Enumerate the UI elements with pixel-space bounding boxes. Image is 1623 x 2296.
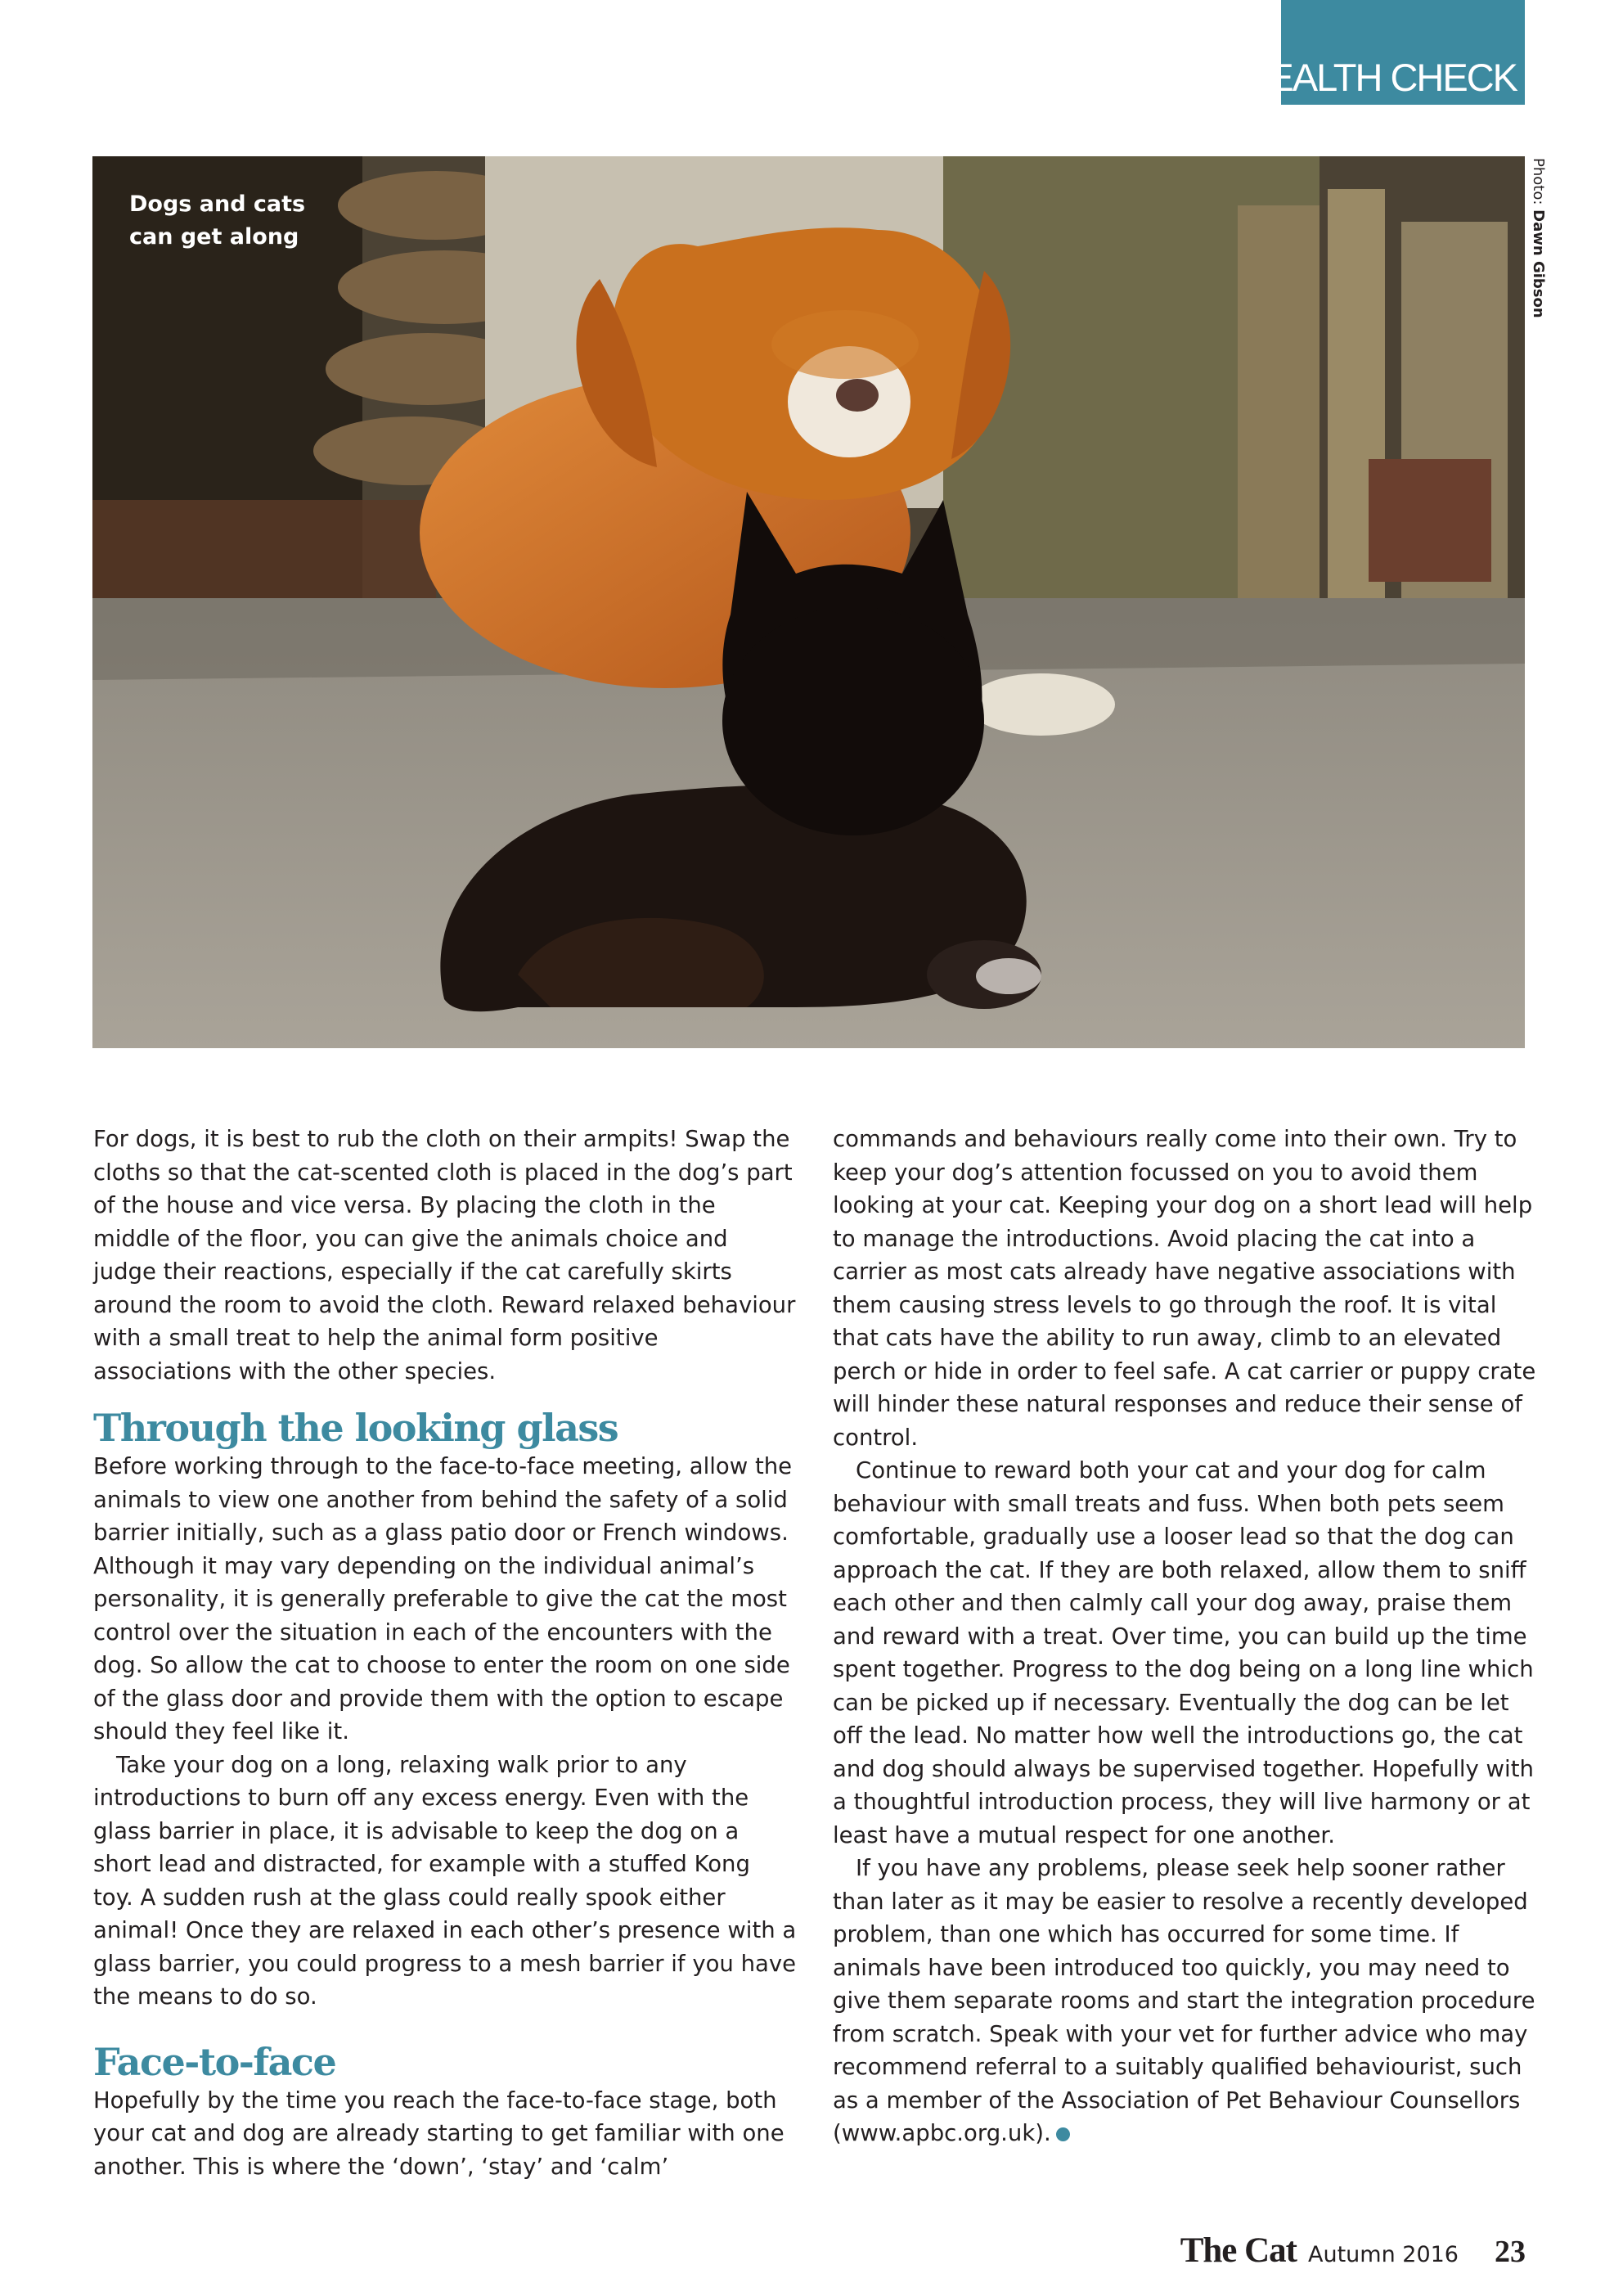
article-paragraph: commands and behaviours really come into their own. Try to keep your dog’s attention focussed on you to avoid them looking at your cat. Keeping your dog on a short lead will help to manage the introductions. Avoid placing the cat into a carrier as most cats already have negative associations with them causing stress levels to go through the roof. It is vital that cats have the ability to run away, climb to an elevated perch or hide in order to feel safe. A cat carrier or puppy crate will hinder these natural responses and reduce their sense of control. bbox=[833, 1126, 1536, 1451]
photo-caption bbox=[129, 188, 375, 254]
article-paragraph-final bbox=[833, 1852, 1536, 2150]
page-number: 23 bbox=[1495, 2235, 1526, 2269]
article-paragraph: Take your dog on a long, relaxing walk prior to any introductions to burn off any excess energy. Even with the glass barrier in place, it is advisable to keep the dog on a short lead and distracted, for example with a stuffed Kong toy. A sudden rush at the glass could really spook either animal! Once they are relaxed in each other’s presence with a glass barrier, you could progress to a mesh barrier if you have the means to do so. bbox=[93, 1751, 797, 2010]
article-paragraph-text: If you have any problems, please seek help sooner rather than later as it may be easier to resolve a recently developed problem, than one which has occurred for some time. If animals have been introduced too quickly, you may need to give them separate rooms and start the integration procedure from scratch. Speak with your vet for further advice who may recommend referral to a suitably qualified behaviourist, such as a member of the Association of Pet Behaviour Counsellors (www.apbc.org.uk). bbox=[833, 1855, 1535, 2146]
section-tab bbox=[1242, 0, 1525, 105]
issue-date: Autumn 2016 bbox=[1308, 2242, 1459, 2267]
end-mark-icon bbox=[1056, 2127, 1070, 2141]
article-column-right bbox=[833, 1123, 1536, 2150]
subheading-face-to-face: Face-to-face bbox=[93, 2039, 336, 2084]
page-footer bbox=[1180, 2231, 1526, 2271]
article-paragraph: For dogs, it is best to rub the cloth on their armpits! Swap the cloths so that the cat-scented cloth is placed in the dog’s part of the house and vice versa. By placing the cloth in the middle of the floor, you can give the animals choice and judge their reactions, especially if the cat carefully skirts around the room to avoid the cloth. Reward relaxed behaviour with a small treat to help the animal form positive associations with the other species. bbox=[93, 1126, 796, 1384]
subheading-through-the-looking-glass: Through the looking glass bbox=[93, 1406, 618, 1450]
article-paragraph: Before working through to the face-to-face meeting, allow the animals to view one another from behind the safety of a solid barrier initially, such as a glass patio door or French windows. Although it may vary depending on the individual animal’s personality, it is generally preferable to give the cat the most control over the situation in each of the encounters with the dog. So allow the cat to choose to enter the room on one side of the glass door and provide them with the option to escape should they feel like it. bbox=[93, 1453, 793, 1745]
credit-name: Dawn Gibson bbox=[1530, 209, 1547, 318]
credit-prefix: Photo: bbox=[1530, 158, 1547, 210]
section-label: HEALTH CHECK bbox=[1242, 56, 1517, 99]
caption-line: Dogs and cats bbox=[129, 191, 306, 217]
caption-line: can get along bbox=[129, 224, 299, 250]
article-paragraph: Continue to reward both your cat and your dog for calm behaviour with small treats and fuss. When both pets seem comfortable, gradually use a looser lead so that the dog can approach the cat. If they are both relaxed, allow them to sniff each other and then calmly call your dog away, praise them and reward with a treat. Over time, you can build up the time spent together. Progress to the dog being on a long line which can be picked up if necessary. Eventually the dog can be let off the lead. No matter how well the introductions go, the cat and dog should always be supervised together. Hopefully with a thoughtful introduction process, they will live harmony or at least have a mutual respect for one another. bbox=[833, 1457, 1534, 1848]
article-column-left bbox=[93, 1123, 797, 2183]
dog-and-cat-photo bbox=[92, 156, 1525, 1048]
article-paragraph: Hopefully by the time you reach the face-to-face stage, both your cat and dog are already starting to get familiar with one another. This is where the ‘down’, ‘stay’ and ‘calm’ bbox=[93, 2087, 785, 2180]
magazine-title: The Cat bbox=[1180, 2231, 1297, 2270]
photo-illustration bbox=[92, 156, 1525, 1048]
photo-credit bbox=[1530, 158, 1547, 318]
